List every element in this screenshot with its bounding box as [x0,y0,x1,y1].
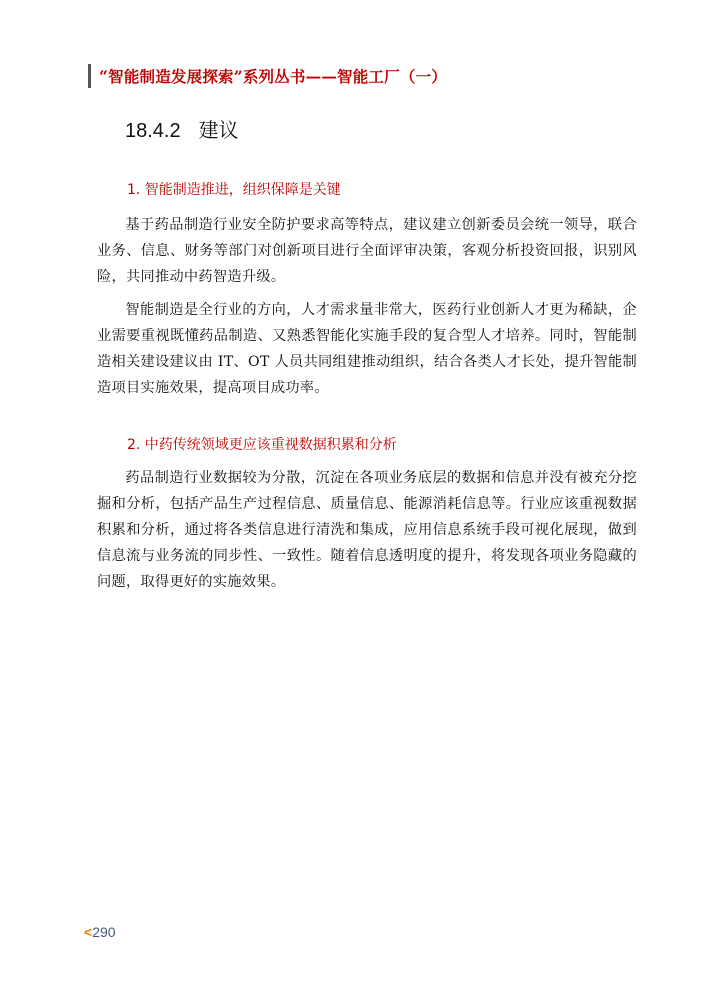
subsection-heading-2: 2. 中药传统领域更应该重视数据积累和分析 [127,437,397,453]
paragraph: 基于药品制造行业安全防护要求高等特点，建议建立创新委员会统一领导，联合业务、信息、财务等部门对创新项目进行全面评审决策，客观分析投资回报，识别风险，共同推动中药智造升级。 [97,217,637,285]
paragraph: 药品制造行业数据较为分散，沉淀在各项业务底层的数据和信息并没有被充分挖掘和分析，包括产品生产过程信息、质量信息、能源消耗信息等。行业应该重视数据积累和分析，通过将各类信息进行清洗和集成，应用信息系统手段可视化展现，做到信息流与业务流的同步性、一致性。随着信息透明度的提升，将发现各项业务隐藏的问题，取得更好的实施效果。 [97,470,637,590]
page-number [84,924,116,940]
section-title: 建议 [198,120,239,142]
series-title: “智能制造发展探索”系列丛书——智能工厂（一） [99,67,447,86]
page-number-value: 290 [92,924,116,940]
section-number: 18.4.2 [125,120,181,142]
subsection-heading-1: 1. 智能制造推进，组织保障是关键 [127,182,341,198]
header-divider-bar [88,64,91,88]
section-heading [125,114,239,143]
running-header [88,64,447,88]
paragraph: 智能制造是全行业的方向，人才需求量非常大，医药行业创新人才更为稀缺，企业需要重视既懂药品制造、又熟悉智能化实施手段的复合型人才培养。同时，智能制造相关建设建议由 IT、OT 人员共同组建推动组织，结合各类人才长处，提升智能制造项目实施效果，提高项目成功率。 [97,302,637,396]
page-arrow-icon: < [84,924,93,940]
